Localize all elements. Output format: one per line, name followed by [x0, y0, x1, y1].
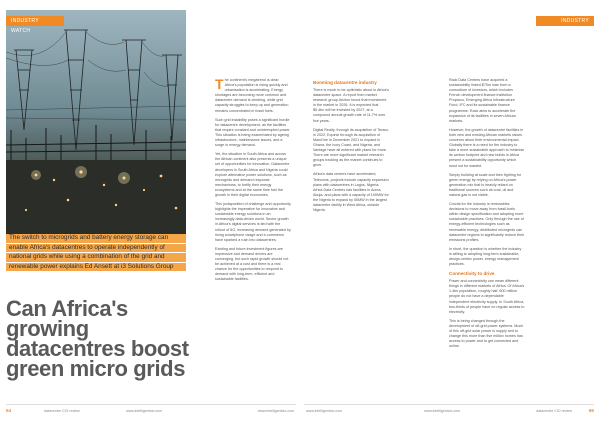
- footer-rule-right: [304, 404, 594, 405]
- body-paragraph: Digital Realty, through its acquisition of Teraco in 2022, Equinix through its acquisition of MainOne in December 2021 to expand in Ghana, the Ivory Coast, and Nigeria, and Vantage have all entered with plans for more. There are more significant market research groups tracking as the market continues to grow.: [313, 127, 389, 168]
- footer-left: [6, 406, 296, 416]
- website-link-right[interactable]: www.intelligentcio.com: [306, 409, 343, 413]
- article-column-3: [449, 78, 525, 353]
- section-subhead: Connectivity to drive: [449, 271, 495, 277]
- section-tag-right: INDUSTRY WATCH: [536, 16, 594, 26]
- body-paragraph: In short, the question is whether the industry is willing to adopting long-term sustainable, design-centric power, energy management practices.: [449, 246, 522, 267]
- drop-cap: T: [215, 76, 224, 92]
- body-paragraph: This juxtaposition of challenge and opportunity highlights the imperative for innovative and sustainable energy solutions in an increasingly data-driven world. Sector growth in Africa's digital services is tied with the rollout of 5G, increasing demand generated by rising smartphone usage and e-commerce have sparked a rush into datacentres.: [215, 202, 291, 242]
- caption-line: enable Africa's datacentres to operate independently of: [6, 244, 186, 253]
- section-tag-left: INDUSTRY WATCH: [6, 16, 64, 26]
- body-paragraph: Power and connectivity can mean different things in different markets of Africa. Of Africa's 1.4bn population, roughly half, 600 million people do not have a dependable independent electricity supply. In South Africa, two-thirds of people have no regular access to electricity.: [449, 279, 525, 314]
- caption-line: national grids while using a combination of the grid and: [6, 253, 186, 262]
- page-number-left: 64: [6, 408, 12, 413]
- substation-illustration: [6, 10, 186, 236]
- section-subhead: Booming datacentre industry: [313, 80, 377, 85]
- footer-rule-left: [6, 404, 296, 405]
- footer-right: [304, 406, 594, 416]
- body-paragraph: Existing and future investment figures are impressive and demand drivers are converging, but such rapid growth should not be achieved at a cost and there is a real chance for the opportunities to respond to demand with long-term, efficient and sustainable facilities.: [215, 246, 289, 282]
- website-link-right-2[interactable]: www.intelligentcio.com: [424, 409, 461, 413]
- article-column-2: [313, 78, 389, 217]
- body-paragraph: Yet, the situation in South Africa and across the African continent also presents a unique set of opportunities for innovation. Datacentre developers in South Africa and Nigeria could explore alternative power solutions, such as microgrids and demand response mechanisms, to fortify their energy ecosystems and at the same time fuel the growth in their digital economies.: [215, 152, 290, 197]
- caption-line: The switch to microgrids and battery energy storage can: [6, 234, 186, 243]
- body-paragraph: Such grid instability poses a significant hurdle for datacentre development, as the facilities that require constant and uninterrupted power. This situation is being exacerbated by ageing infrastructure, maintenance issues, and a surge in energy demand.: [215, 117, 291, 148]
- body-paragraph: However, the growth of datacentre facilities in both new and existing African markets raises concerns about their environmental impact. Globally there is a need for the industry to take a more sustainable approach to minimise its carbon footprint and new builds in Africa present a sustainability opportunity which must not be wasted.: [449, 127, 525, 168]
- website-link-left-2[interactable]: www.intelligentcio.com: [257, 409, 294, 413]
- photo-caption: [6, 234, 186, 272]
- body-paragraph: There is much to be optimistic about in Africa's datacentre space. A report from market research group Arizton found that investment in the market in 2026. It is expected that $5.4bn will be invested by 2027, at a compound annual growth rate of 11.7% over five years.: [313, 88, 389, 123]
- body-paragraph: This is being changed through the development of off-grid power systems. Much of this off-grid solar power is supply and to change this more than five million homes has access to power and to get connected and online.: [449, 318, 524, 349]
- magazine-name-left: datacentre CIO review: [44, 409, 80, 413]
- website-link-left[interactable]: www.intelligentcio.com: [126, 409, 163, 413]
- body-paragraph: Africa's data centres have accelerated, Telecoms, projects include capacity expansion plans with datacentres in Lagos, Nigeria. Africa Data Centres has facilities in Accra, Abuja, and plans with a capacity of 100MW for the Nigeria to expand by 50MW in the largest datacentre facility in West Africa, outside Nigeria.: [313, 172, 389, 213]
- paragraph-text: he continent's megatrend is clear. Africa's population is rising quickly and urbanisation is accelerating. Energy shortages are becoming more common and datacentre demand is climbing, while grid capacity struggles to keep up and generation remains concentrated in fossil fuels.: [215, 78, 289, 113]
- body-paragraph: Simply building at scale and then fighting for green energy by relying on Africa's power generation mix that is heavily reliant on traditional sources such as coal, oil and natural gas is not viable.: [449, 172, 522, 197]
- substation-photo: [6, 10, 186, 236]
- article-column-1: [215, 78, 291, 286]
- body-paragraph: Rack Data Centres have acquired a sustainability linked $70m loan from a consortium of investors, which includes French development finance institution Proparco, Emerging Africa Infrastructure Fund, IFC and its sustainable finance programme. Rack aims to accelerate the expansion of its facilities in seven African markets.: [449, 78, 516, 123]
- page-number-right: 65: [588, 408, 594, 413]
- body-paragraph: Crucial for the industry is renewables decisions to move away from fossil-fuels within design specification and adopting more sustainable practices. Only through the use of energy-efficient technologies such as renewable energy, distributed microgrids can datacentre regions to significantly reduce their emissions profiles.: [449, 202, 525, 242]
- article-headline: Can Africa's growing datacentres boost green micro grids: [6, 296, 189, 381]
- caption-line: renewable power explains Ed Ansett at i3 Solutions Group: [6, 263, 186, 272]
- body-paragraph: [215, 78, 291, 114]
- magazine-name-right: datacentre CIO review: [536, 409, 572, 413]
